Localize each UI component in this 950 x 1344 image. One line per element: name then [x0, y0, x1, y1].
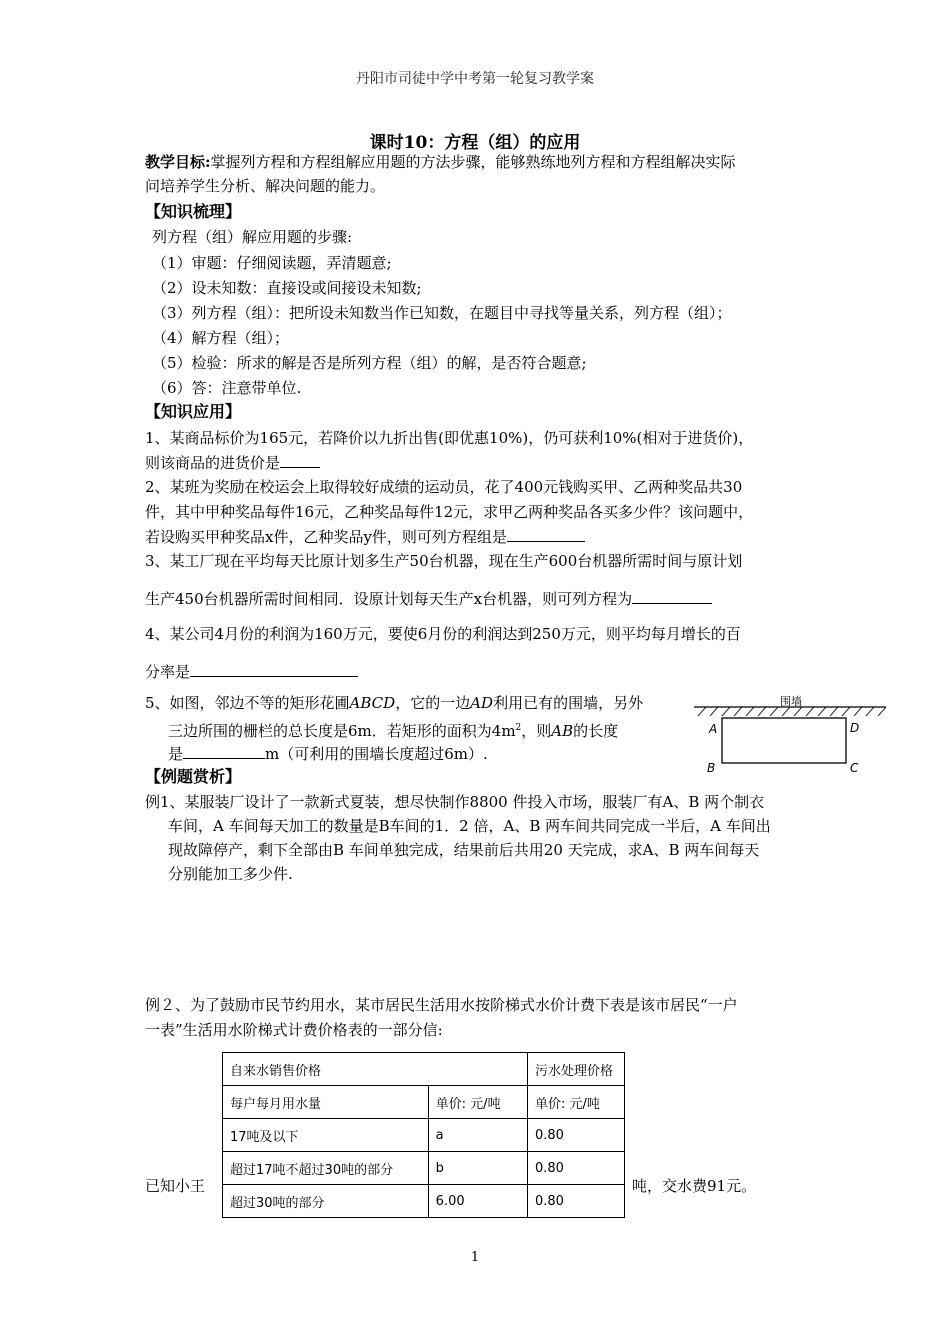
- example-1-line-1: 例1、某服装厂设计了一款新式夏装，想尽快制作8800 件投入市场，服装厂有A、B 两个制衣: [145, 793, 765, 811]
- question-4-text: 分率是: [145, 663, 191, 681]
- question-2-text: 若设购买甲种奖品x件，乙种奖品y件，则可列方程组是: [145, 528, 507, 546]
- table-cell: a: [428, 1119, 527, 1152]
- answer-blank[interactable]: [507, 526, 585, 542]
- objective-label: 教学目标:: [145, 153, 211, 171]
- lesson-title: 课时10：方程（组）的应用: [369, 133, 581, 153]
- knowledge-step-2: （2）设未知数：直接设或间接设未知数;: [152, 279, 422, 297]
- answer-blank[interactable]: [190, 661, 358, 677]
- table-cell: 超过30吨的部分: [223, 1185, 429, 1218]
- section-heading-knowledge: 【知识梳理】: [145, 202, 242, 221]
- subheader-usage: 每户每月用水量: [223, 1086, 429, 1119]
- table-row: [223, 1185, 625, 1218]
- vertex-b-label: B: [707, 761, 716, 775]
- fence-rectangle-figure: [692, 688, 888, 780]
- table-cell: 17吨及以下: [223, 1119, 429, 1152]
- objective-line-2: 问培养学生分析、解决问题的能力。: [145, 177, 386, 195]
- knowledge-intro: 列方程（组）解应用题的步骤:: [152, 228, 353, 246]
- question-1-line-2: [145, 452, 320, 473]
- vertex-a-label: A: [709, 722, 718, 736]
- question-5-line-2: [168, 718, 618, 741]
- question-1-line-1: 1、某商品标价为165元，若降价以九折出售(即优惠10%)，仍可获利10%(相对于进货价)，: [145, 429, 754, 447]
- example-2-known-right: 吨，交水费91元。: [632, 1177, 757, 1195]
- question-5-line-3: [168, 743, 488, 764]
- example-2-line-2: 一表”生活用水阶梯式计费价格表的一部分信:: [145, 1021, 443, 1039]
- q5-text: m（可利用的围墙长度超过6m）.: [265, 745, 488, 763]
- question-4-line-2: [145, 661, 358, 682]
- q5-text: 是: [168, 745, 184, 763]
- knowledge-step-4: （4）解方程（组）；: [152, 329, 290, 347]
- section-heading-examples: 【例题赏析】: [145, 767, 242, 786]
- objective-text-1: 掌握列方程和方程组解应用题的方法步骤，能够熟练地列方程和方程组解决实际: [210, 153, 736, 171]
- table-cell: b: [428, 1152, 527, 1185]
- example-1-line-4: 分别能加工多少件.: [168, 865, 293, 883]
- wall-hatching: [698, 707, 886, 716]
- question-3-line-1: 3、某工厂现在平均每天比原计划多生产50台机器，现在生产600台机器所需时间与原计划: [145, 552, 743, 570]
- table-cell: 0.80: [528, 1185, 625, 1218]
- q5-text: ，它的一边: [395, 694, 471, 712]
- vertex-d-label: D: [850, 721, 860, 735]
- question-4-line-1: 4、某公司4月份的利润为160万元，要使6月份的利润达到250万元，则平均每月增长的百: [145, 625, 741, 643]
- question-3-text: 生产450台机器所需时间相同．设原计划每天生产x台机器，则可列方程为: [145, 590, 633, 608]
- answer-blank[interactable]: [632, 588, 712, 604]
- q5-text: 5、如图，邻边不等的矩形花圃: [145, 694, 350, 712]
- question-2-line-2: 件，其中甲种奖品每件16元，乙种奖品每件12元，求甲乙两种奖品各买多少件？该问题中，: [145, 503, 754, 521]
- question-2-line-3: [145, 526, 585, 547]
- q5-rect-name: ABCD: [349, 694, 396, 712]
- objective-line-1: [145, 152, 736, 172]
- page-header: 丹阳市司徒中学中考第一轮复习教学案: [356, 71, 594, 87]
- garden-rectangle: [722, 718, 846, 763]
- question-1-text: 则该商品的进货价是: [145, 454, 281, 472]
- example-1-line-3: 现故障停产，剩下全部由B 车间单独完成，结果前后共用20 天完成，求A、B 两车间每天: [168, 841, 760, 859]
- table-cell: 0.80: [528, 1152, 625, 1185]
- knowledge-step-3: （3）列方程（组）：把所设未知数当作已知数，在题目中寻找等量关系，列方程（组）；: [152, 304, 732, 322]
- table-subheader-row: [223, 1086, 625, 1119]
- knowledge-step-1: （1）审题：仔细阅读题，弄清题意;: [152, 254, 392, 272]
- figure-wall-label: 围墙: [780, 695, 802, 708]
- page-number: 1: [470, 1250, 480, 1265]
- table-cell: 0.80: [528, 1119, 625, 1152]
- vertex-c-label: C: [850, 761, 859, 775]
- header-sewage: 污水处理价格: [528, 1053, 625, 1086]
- subheader-unit-price: 单价: 元/吨: [428, 1086, 527, 1119]
- knowledge-step-5: （5）检验：所求的解是否是所列方程（组）的解，是否符合题意;: [152, 354, 587, 372]
- answer-blank[interactable]: [183, 743, 265, 759]
- knowledge-step-6: （6）答：注意带单位.: [152, 379, 302, 397]
- table-row: [223, 1152, 625, 1185]
- q5-text: ，则: [521, 722, 552, 740]
- water-price-table: [222, 1052, 625, 1218]
- q5-text: 利用已有的围墙，另外: [493, 694, 644, 712]
- q5-side-ad: AD: [470, 694, 494, 712]
- q5-superscript: 2: [515, 723, 522, 733]
- example-1-line-2: 车间，A 车间每天加工的数量是B车间的1．2 倍，A、B 两车间共同完成一半后，A 车间出: [168, 817, 771, 835]
- table-cell: 超过17吨不超过30吨的部分: [223, 1152, 429, 1185]
- table-cell: 6.00: [428, 1185, 527, 1218]
- q5-text: 三边所围的栅栏的总长度是6m．若矩形的面积为4m: [168, 722, 516, 740]
- example-2-known-left: 已知小王: [145, 1177, 206, 1195]
- answer-blank[interactable]: [280, 452, 320, 468]
- q5-side-ab: AB: [551, 722, 574, 740]
- question-5-line-1: [145, 693, 643, 713]
- q5-text: 的长度: [573, 722, 619, 740]
- table-header-row: [223, 1053, 625, 1086]
- example-2-line-1: 例２、为了鼓励市民节约用水，某市居民生活用水按阶梯式水价计费下表是该市居民“一户: [145, 996, 738, 1014]
- table-row: [223, 1119, 625, 1152]
- question-3-line-2: [145, 588, 712, 609]
- section-heading-application: 【知识应用】: [145, 402, 242, 421]
- question-2-line-1: 2、某班为奖励在校运会上取得较好成绩的运动员，花了400元钱购买甲、乙两种奖品共30: [145, 478, 743, 496]
- subheader-unit-price: 单价: 元/吨: [528, 1086, 625, 1119]
- header-water-sales: 自来水销售价格: [223, 1053, 528, 1086]
